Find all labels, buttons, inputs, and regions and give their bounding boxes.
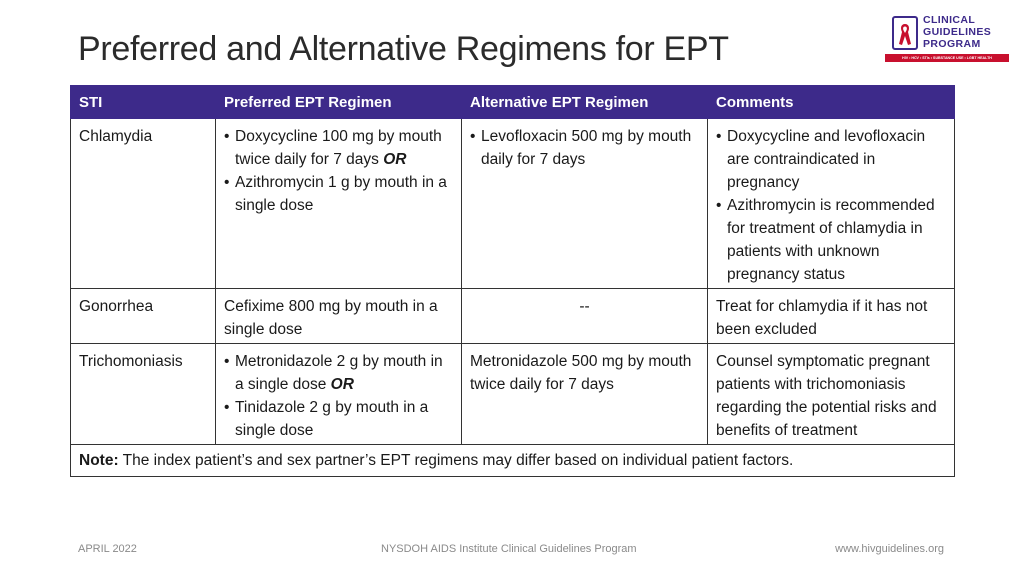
cell-alternative	[462, 119, 708, 289]
logo-line-1: CLINICAL	[923, 14, 976, 26]
logo-line-3: PROGRAM	[923, 38, 981, 50]
list-item	[224, 125, 453, 171]
footer-date: APRIL 2022	[78, 543, 137, 555]
logo-wordmark	[923, 14, 991, 50]
table-row-gonorrhea	[71, 289, 955, 344]
logo-line-2: GUIDELINES	[923, 26, 992, 38]
cell-alternative: --	[462, 289, 708, 344]
list-item: • Doxycycline and levofloxacin are contraindicated in pregnancy	[716, 125, 946, 194]
list-item: • Levofloxacin 500 mg by mouth daily for 7 days	[470, 125, 699, 171]
regimen-text: Doxycycline 100 mg by mouth twice daily for 7 days	[235, 128, 442, 168]
or-label: OR	[383, 151, 407, 168]
logo-badge	[892, 16, 918, 50]
header-preferred: Preferred EPT Regimen	[216, 86, 462, 119]
list-item: • Tinidazole 2 g by mouth in a single dose	[224, 396, 453, 442]
list-item	[224, 350, 453, 396]
note-cell	[71, 445, 955, 477]
table-note-row	[71, 445, 955, 477]
cell-alternative: Metronidazole 500 mg by mouth twice daily for 7 days	[462, 344, 708, 445]
regimens-table	[70, 85, 955, 477]
logo-tagline: HIV • HCV • STIs • SUBSTANCE USE • LGBT HEALTH	[885, 54, 1009, 62]
page-title: Preferred and Alternative Regimens for EPT	[78, 30, 729, 68]
awareness-ribbon-icon	[898, 22, 912, 46]
regimen-text: Metronidazole 2 g by mouth in a single dose	[235, 353, 443, 393]
note-label: Note:	[79, 452, 119, 469]
cell-sti: Trichomoniasis	[71, 344, 216, 445]
list-item: • Azithromycin 1 g by mouth in a single dose	[224, 171, 453, 217]
table-header-row	[71, 86, 955, 119]
header-comments: Comments	[708, 86, 955, 119]
list-item: • Azithromycin is recommended for treatment of chlamydia in patients with unknown pregnancy status	[716, 194, 946, 286]
cell-preferred	[216, 344, 462, 445]
cell-comments	[708, 119, 955, 289]
clinical-guidelines-logo	[885, 14, 1013, 66]
cell-preferred: Cefixime 800 mg by mouth in a single dose	[216, 289, 462, 344]
cell-preferred	[216, 119, 462, 289]
footer-program: NYSDOH AIDS Institute Clinical Guidelines Program	[381, 543, 637, 555]
table-row-trichomoniasis	[71, 344, 955, 445]
footer-website: www.hivguidelines.org	[835, 543, 944, 555]
note-text: The index patient’s and sex partner’s EPT regimens may differ based on individual patient factors.	[122, 452, 794, 469]
header-alternative: Alternative EPT Regimen	[462, 86, 708, 119]
or-label: OR	[330, 376, 354, 393]
cell-comments: Treat for chlamydia if it has not been excluded	[708, 289, 955, 344]
cell-sti: Chlamydia	[71, 119, 216, 289]
cell-comments: Counsel symptomatic pregnant patients with trichomoniasis regarding the potential risks and benefits of treatment	[708, 344, 955, 445]
cell-sti: Gonorrhea	[71, 289, 216, 344]
header-sti: STI	[71, 86, 216, 119]
table-row-chlamydia	[71, 119, 955, 289]
